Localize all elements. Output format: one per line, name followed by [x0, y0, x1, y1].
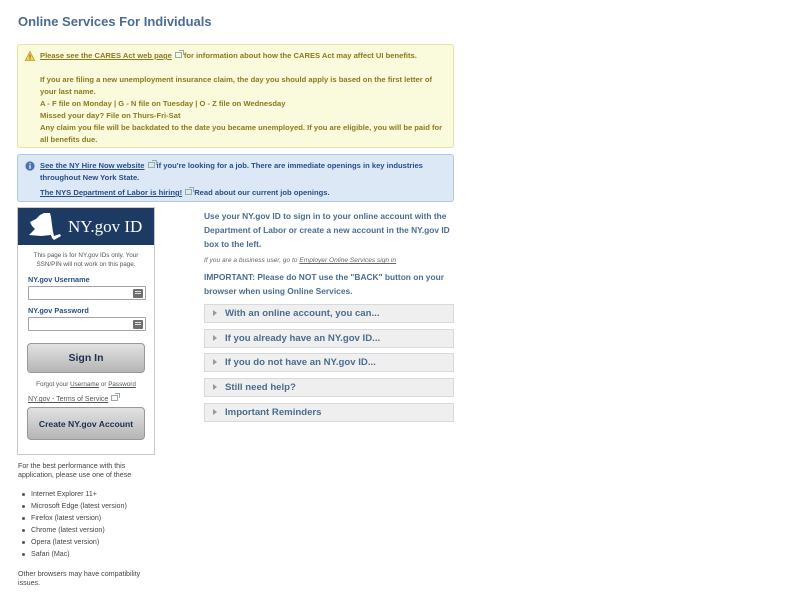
intro-text: Use your NY.gov ID to sign in to your online account with the Department of Labor or create a new account in the NY.gov ID box to the left. — [204, 211, 450, 249]
browser-list — [22, 488, 158, 560]
terms-of-service — [28, 395, 154, 403]
missed-day-text: Missed your day? File on Thurs-Fri-Sat — [40, 111, 181, 120]
nygov-only-note: This page is for NY.gov IDs only. Your SSN/PIN will not work on this page. — [33, 252, 139, 268]
forgot-credentials — [18, 381, 154, 388]
forgot-username-link[interactable]: Username — [70, 381, 100, 388]
browser-intro: For the best performance with this application, please use one of these — [18, 462, 132, 479]
compatibility-note: Other browsers may have compatibility issues. — [18, 570, 141, 587]
nygov-logo-banner — [18, 208, 154, 245]
list-item: Microsoft Edge (latest version) — [22, 500, 158, 512]
password-input[interactable] — [28, 317, 146, 331]
sign-in-button[interactable]: Sign In — [27, 343, 145, 373]
caret-right-icon — [213, 384, 217, 390]
employer-services-link[interactable]: Employer Online Services sign in — [299, 257, 397, 264]
info-accordion — [204, 304, 454, 422]
accordion-label: With an online account, you can... — [225, 308, 380, 319]
password-label: NY.gov Password — [28, 306, 89, 315]
keyboard-icon[interactable] — [133, 289, 143, 298]
create-account-button[interactable]: Create NY.gov Account — [27, 407, 145, 440]
accordion-label: Still need help? — [225, 382, 296, 394]
nygov-logo-text: NY.gov ID — [68, 217, 143, 236]
back-button-warning: IMPORTANT: Please do NOT use the "BACK" button on your browser when using Online Services. — [204, 272, 444, 296]
jobs-info-alert — [17, 154, 454, 202]
accordion-label: If you do not have an NY.gov ID... — [225, 357, 376, 369]
claim-schedule-text: A - F file on Monday | G - N file on Tuesday | O - Z file on Wednesday — [40, 99, 286, 108]
cares-act-link-suffix: for information about how the CARES Act may affect UI benefits. — [183, 51, 417, 60]
accordion-label: If you already have an NY.gov ID... — [225, 332, 381, 344]
cares-act-alert — [17, 44, 454, 148]
caret-right-icon — [213, 409, 217, 415]
business-user-prefix: If you are a business user, go to — [204, 257, 298, 264]
forgot-password-link[interactable]: Password — [108, 381, 136, 388]
caret-right-icon — [213, 335, 217, 341]
backdate-text: Any claim you file will be backdated to the date you became unemployed. If you are eligible, you will be paid for all benefits due. — [40, 123, 443, 144]
ny-state-map-icon — [27, 212, 63, 242]
list-item: Firefox (latest version) — [22, 512, 158, 524]
main-content — [204, 209, 454, 427]
accordion-online-account[interactable] — [204, 304, 454, 323]
caret-right-icon — [213, 310, 217, 316]
ny-hire-now-suffix: if you're looking for a job. There are immediate openings in key industries throughout New York State. — [40, 161, 423, 182]
keyboard-icon[interactable] — [133, 320, 143, 329]
forgot-or: or — [100, 381, 107, 388]
external-link-icon — [111, 395, 118, 401]
external-link-icon — [175, 52, 182, 58]
terms-of-service-link[interactable]: NY.gov - Terms of Service — [28, 396, 109, 403]
accordion-no-id[interactable] — [204, 353, 454, 372]
external-link-icon — [185, 189, 192, 195]
username-input[interactable] — [28, 286, 146, 300]
accordion-label: Important Reminders — [225, 406, 322, 418]
info-icon — [25, 161, 35, 171]
dol-hiring-suffix: Read about our current job openings. — [194, 188, 330, 197]
accordion-have-id[interactable] — [204, 329, 454, 348]
caret-right-icon — [213, 359, 217, 365]
external-link-icon — [148, 162, 155, 168]
ny-hire-now-link[interactable]: See the NY Hire Now website — [40, 161, 145, 170]
cares-act-link[interactable]: Please see the CARES Act web page — [40, 51, 172, 60]
forgot-prefix: Forgot your — [36, 381, 69, 388]
page-title: Online Services For Individuals — [18, 14, 212, 29]
dol-hiring-link[interactable]: The NYS Department of Labor is hiring! — [40, 188, 183, 197]
business-user-note — [204, 257, 454, 264]
list-item: Chrome (latest version) — [22, 524, 158, 536]
accordion-reminders[interactable] — [204, 403, 454, 422]
accordion-need-help[interactable] — [204, 378, 454, 397]
nygov-login-box — [17, 207, 155, 455]
claim-day-text: If you are filing a new unemployment insurance claim, the day you should apply is based on the first letter of your last name. — [40, 75, 432, 96]
list-item: Opera (latest version) — [22, 536, 158, 548]
warning-icon — [25, 51, 35, 61]
browser-support — [18, 462, 158, 588]
list-item: Internet Explorer 11+ — [22, 488, 158, 500]
list-item: Safari (Mac) — [22, 548, 158, 560]
username-label: NY.gov Username — [28, 275, 90, 284]
